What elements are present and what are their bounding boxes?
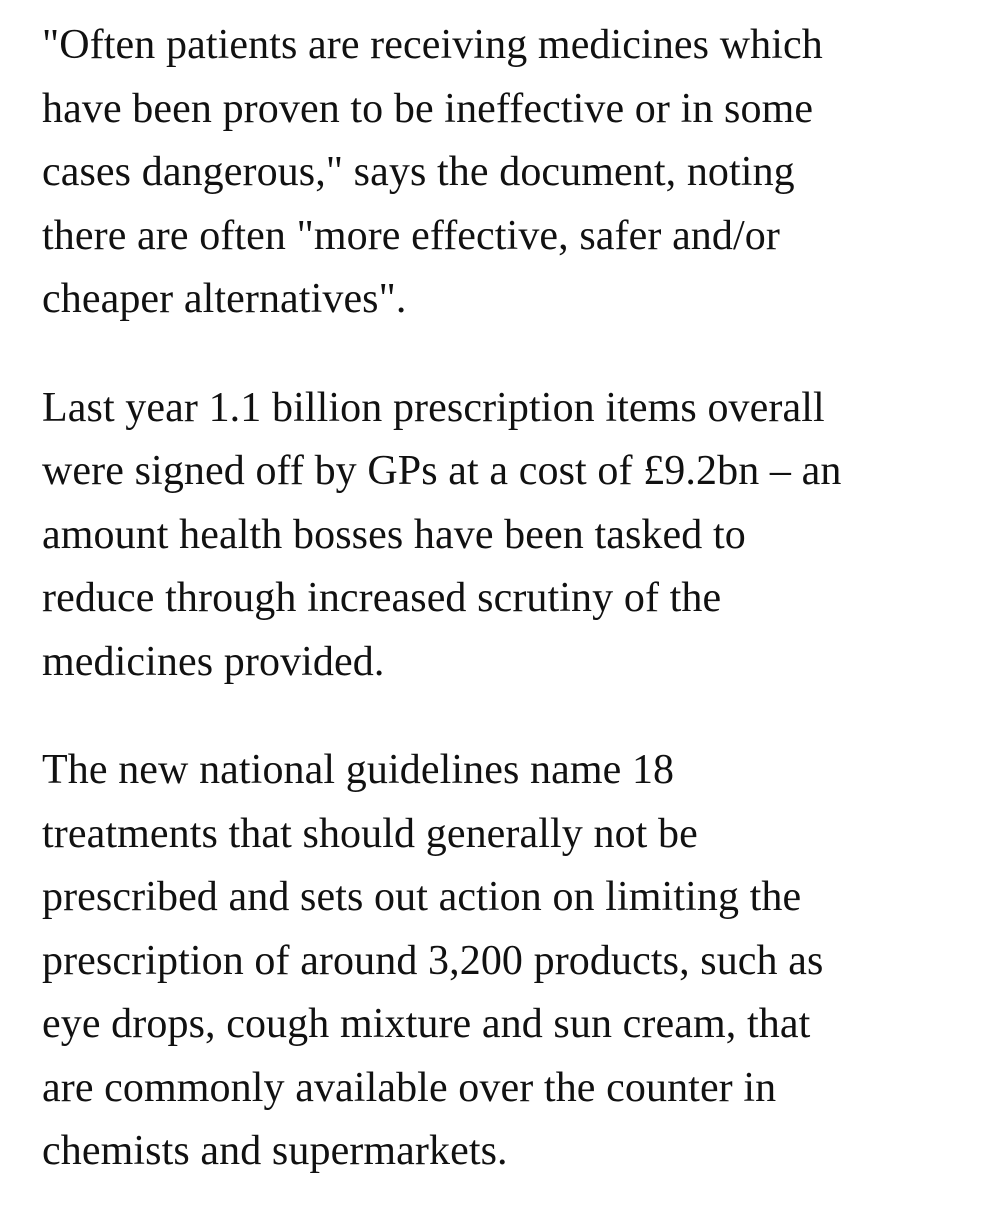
paragraph-line: were signed off by GPs at a cost of £9.2bn – an	[42, 448, 842, 494]
paragraph-line: The new national guidelines name 18	[42, 747, 675, 793]
paragraph-line: there are often "more effective, safer and/or	[42, 212, 780, 259]
article-paragraph-1	[42, 14, 962, 332]
paragraph-line: cases dangerous," says the document, noting	[42, 149, 795, 195]
paragraph-line: chemists and supermarkets.	[42, 1128, 508, 1174]
paragraph-line: prescribed and sets out action on limiting the	[42, 874, 802, 920]
paragraph-line: eye drops, cough mixture and sun cream, that	[42, 1001, 811, 1047]
paragraph-line: amount health bosses have been tasked to	[42, 511, 746, 558]
article-body	[42, 14, 962, 1229]
paragraph-line: have been proven to be ineffective or in some	[42, 85, 814, 132]
paragraph-line: are commonly available over the counter in	[42, 1064, 777, 1111]
paragraph-line: Last year 1.1 billion prescription items overall	[42, 384, 825, 431]
paragraph-line: prescription of around 3,200 products, such as	[42, 937, 824, 984]
article-paragraph-3	[42, 739, 962, 1184]
article-paragraph-2	[42, 377, 962, 695]
paragraph-line: medicines provided.	[42, 638, 385, 685]
paragraph-line: treatments that should generally not be	[42, 810, 698, 857]
paragraph-line: cheaper alternatives".	[42, 276, 407, 322]
paragraph-line: reduce through increased scrutiny of the	[42, 575, 722, 621]
paragraph-line: "Often patients are receiving medicines which	[42, 22, 823, 68]
